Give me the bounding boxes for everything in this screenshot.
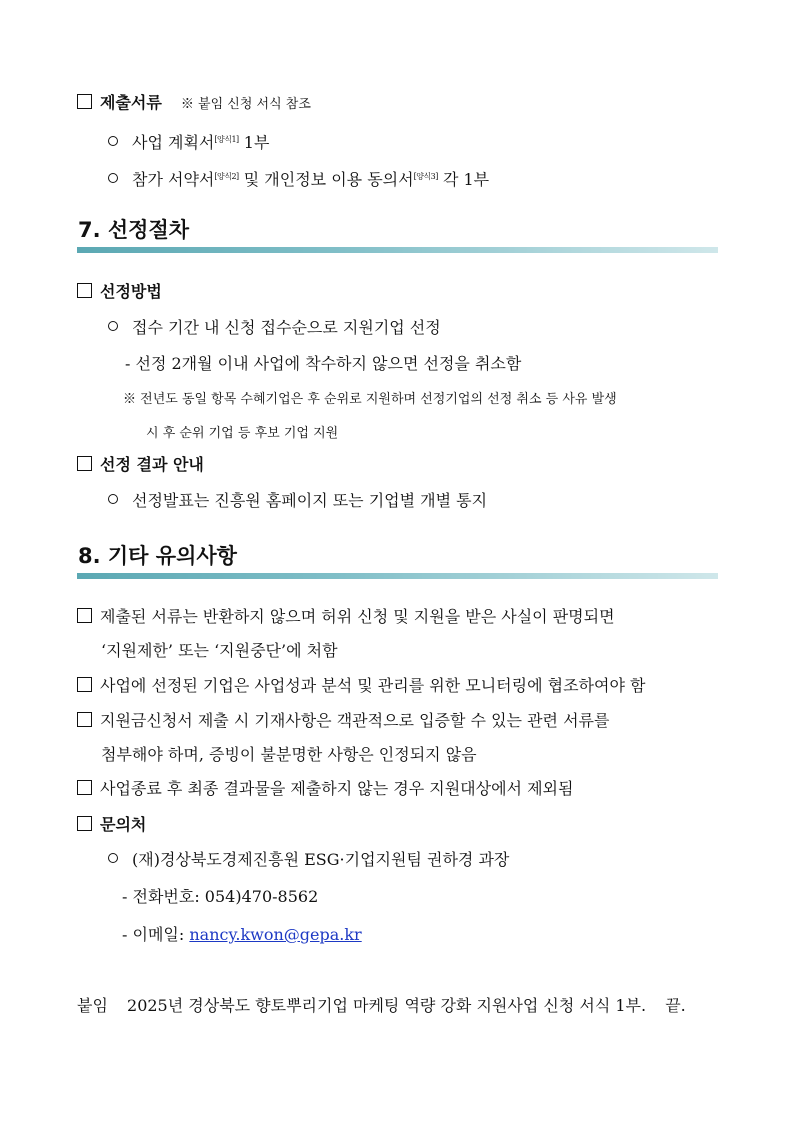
method-sub: - 선정 2개월 이내 사업에 착수하지 않으면 선정을 취소함 — [125, 354, 522, 373]
attachment-end: 끝. — [665, 996, 686, 1015]
section-7-divider — [77, 247, 718, 253]
documents-item-1 — [108, 129, 269, 154]
bullet-circle-icon — [108, 173, 118, 183]
documents-heading-row — [77, 92, 311, 116]
form-ref-2: [양식2] — [214, 172, 239, 181]
notice-2-row — [77, 675, 645, 697]
method-heading: 선정방법 — [100, 282, 162, 301]
documents-note: ※ 붙임 신청 서식 참조 — [180, 97, 311, 112]
notice-3-line2: 첨부해야 하며, 증빙이 불분명한 사항은 인정되지 않음 — [101, 745, 477, 764]
notice-4-row — [77, 778, 573, 800]
method-note-line2: 시 후 순위 기업 등 후보 기업 지원 — [146, 426, 339, 441]
section-8-divider — [77, 573, 718, 579]
bullet-circle-icon — [108, 321, 118, 331]
checkbox-square-icon — [77, 94, 92, 109]
documents-item-1-qty: 1부 — [238, 133, 270, 152]
bullet-circle-icon — [108, 494, 118, 504]
checkbox-square-icon — [77, 283, 92, 298]
documents-heading: 제출서류 — [100, 93, 162, 112]
method-heading-row — [77, 281, 162, 303]
form-ref-3: [양식3] — [413, 172, 438, 181]
section-7-title: 7. 선정절차 — [78, 218, 190, 242]
method-note-line1: ※ 전년도 동일 항목 수혜기업은 후 순위로 지원하며 선정기업의 선정 취소 등 사유 발생 — [123, 392, 617, 407]
result-heading-row — [77, 454, 204, 476]
notice-1-line1: 제출된 서류는 반환하지 않으며 허위 신청 및 지원을 받은 사실이 판명되면 — [100, 607, 615, 626]
notice-1-row — [77, 606, 615, 628]
result-item — [108, 490, 487, 512]
contact-phone-row — [122, 886, 318, 908]
documents-item-2-text2: 및 개인정보 이용 동의서 — [238, 170, 414, 189]
documents-item-2-text1: 참가 서약서 — [132, 170, 215, 189]
documents-item-1-text: 사업 계획서 — [132, 133, 215, 152]
contact-email-link[interactable]: nancy.kwon@gepa.kr — [189, 925, 362, 944]
contact-org: (재)경상북도경제진흥원 ESG·기업지원팀 권하경 과장 — [132, 850, 510, 869]
contact-org-row — [108, 849, 509, 871]
result-heading: 선정 결과 안내 — [100, 455, 204, 474]
checkbox-square-icon — [77, 456, 92, 471]
documents-item-2 — [108, 166, 489, 191]
checkbox-square-icon — [77, 816, 92, 831]
notice-3-line1: 지원금신청서 제출 시 기재사항은 객관적으로 입증할 수 있는 관련 서류를 — [100, 711, 610, 730]
method-item-text: 접수 기간 내 신청 접수순으로 지원기업 선정 — [132, 318, 441, 337]
contact-heading-row — [77, 814, 146, 836]
checkbox-square-icon — [77, 780, 92, 795]
attachment-text: 2025년 경상북도 향토뿌리기업 마케팅 역량 강화 지원사업 신청 서식 1부. — [127, 996, 647, 1015]
contact-email-label: - 이메일: — [122, 925, 190, 944]
contact-phone-label: - 전화번호: — [122, 887, 205, 906]
contact-phone: 054)470-8562 — [204, 887, 319, 906]
checkbox-square-icon — [77, 712, 92, 727]
contact-heading: 문의처 — [100, 815, 147, 834]
section-8-title: 8. 기타 유의사항 — [78, 544, 237, 568]
form-ref-1: [양식1] — [214, 135, 239, 144]
checkbox-square-icon — [77, 677, 92, 692]
bullet-circle-icon — [108, 853, 118, 863]
contact-email-row — [122, 924, 362, 946]
notice-2-text: 사업에 선정된 기업은 사업성과 분석 및 관리를 위한 모니터링에 협조하여야 함 — [100, 676, 646, 695]
attachment-label: 붙임 — [77, 996, 108, 1015]
attachment-row — [77, 995, 686, 1017]
method-item — [108, 317, 441, 339]
notice-1-line2: ‘지원제한’ 또는 ‘지원중단’에 처함 — [101, 641, 338, 660]
notice-3-row — [77, 710, 609, 732]
result-item-text: 선정발표는 진흥원 홈페이지 또는 기업별 개별 통지 — [132, 491, 488, 510]
checkbox-square-icon — [77, 608, 92, 623]
documents-item-2-qty: 각 1부 — [437, 170, 490, 189]
notice-4-text: 사업종료 후 최종 결과물을 제출하지 않는 경우 지원대상에서 제외됨 — [100, 779, 574, 798]
bullet-circle-icon — [108, 136, 118, 146]
